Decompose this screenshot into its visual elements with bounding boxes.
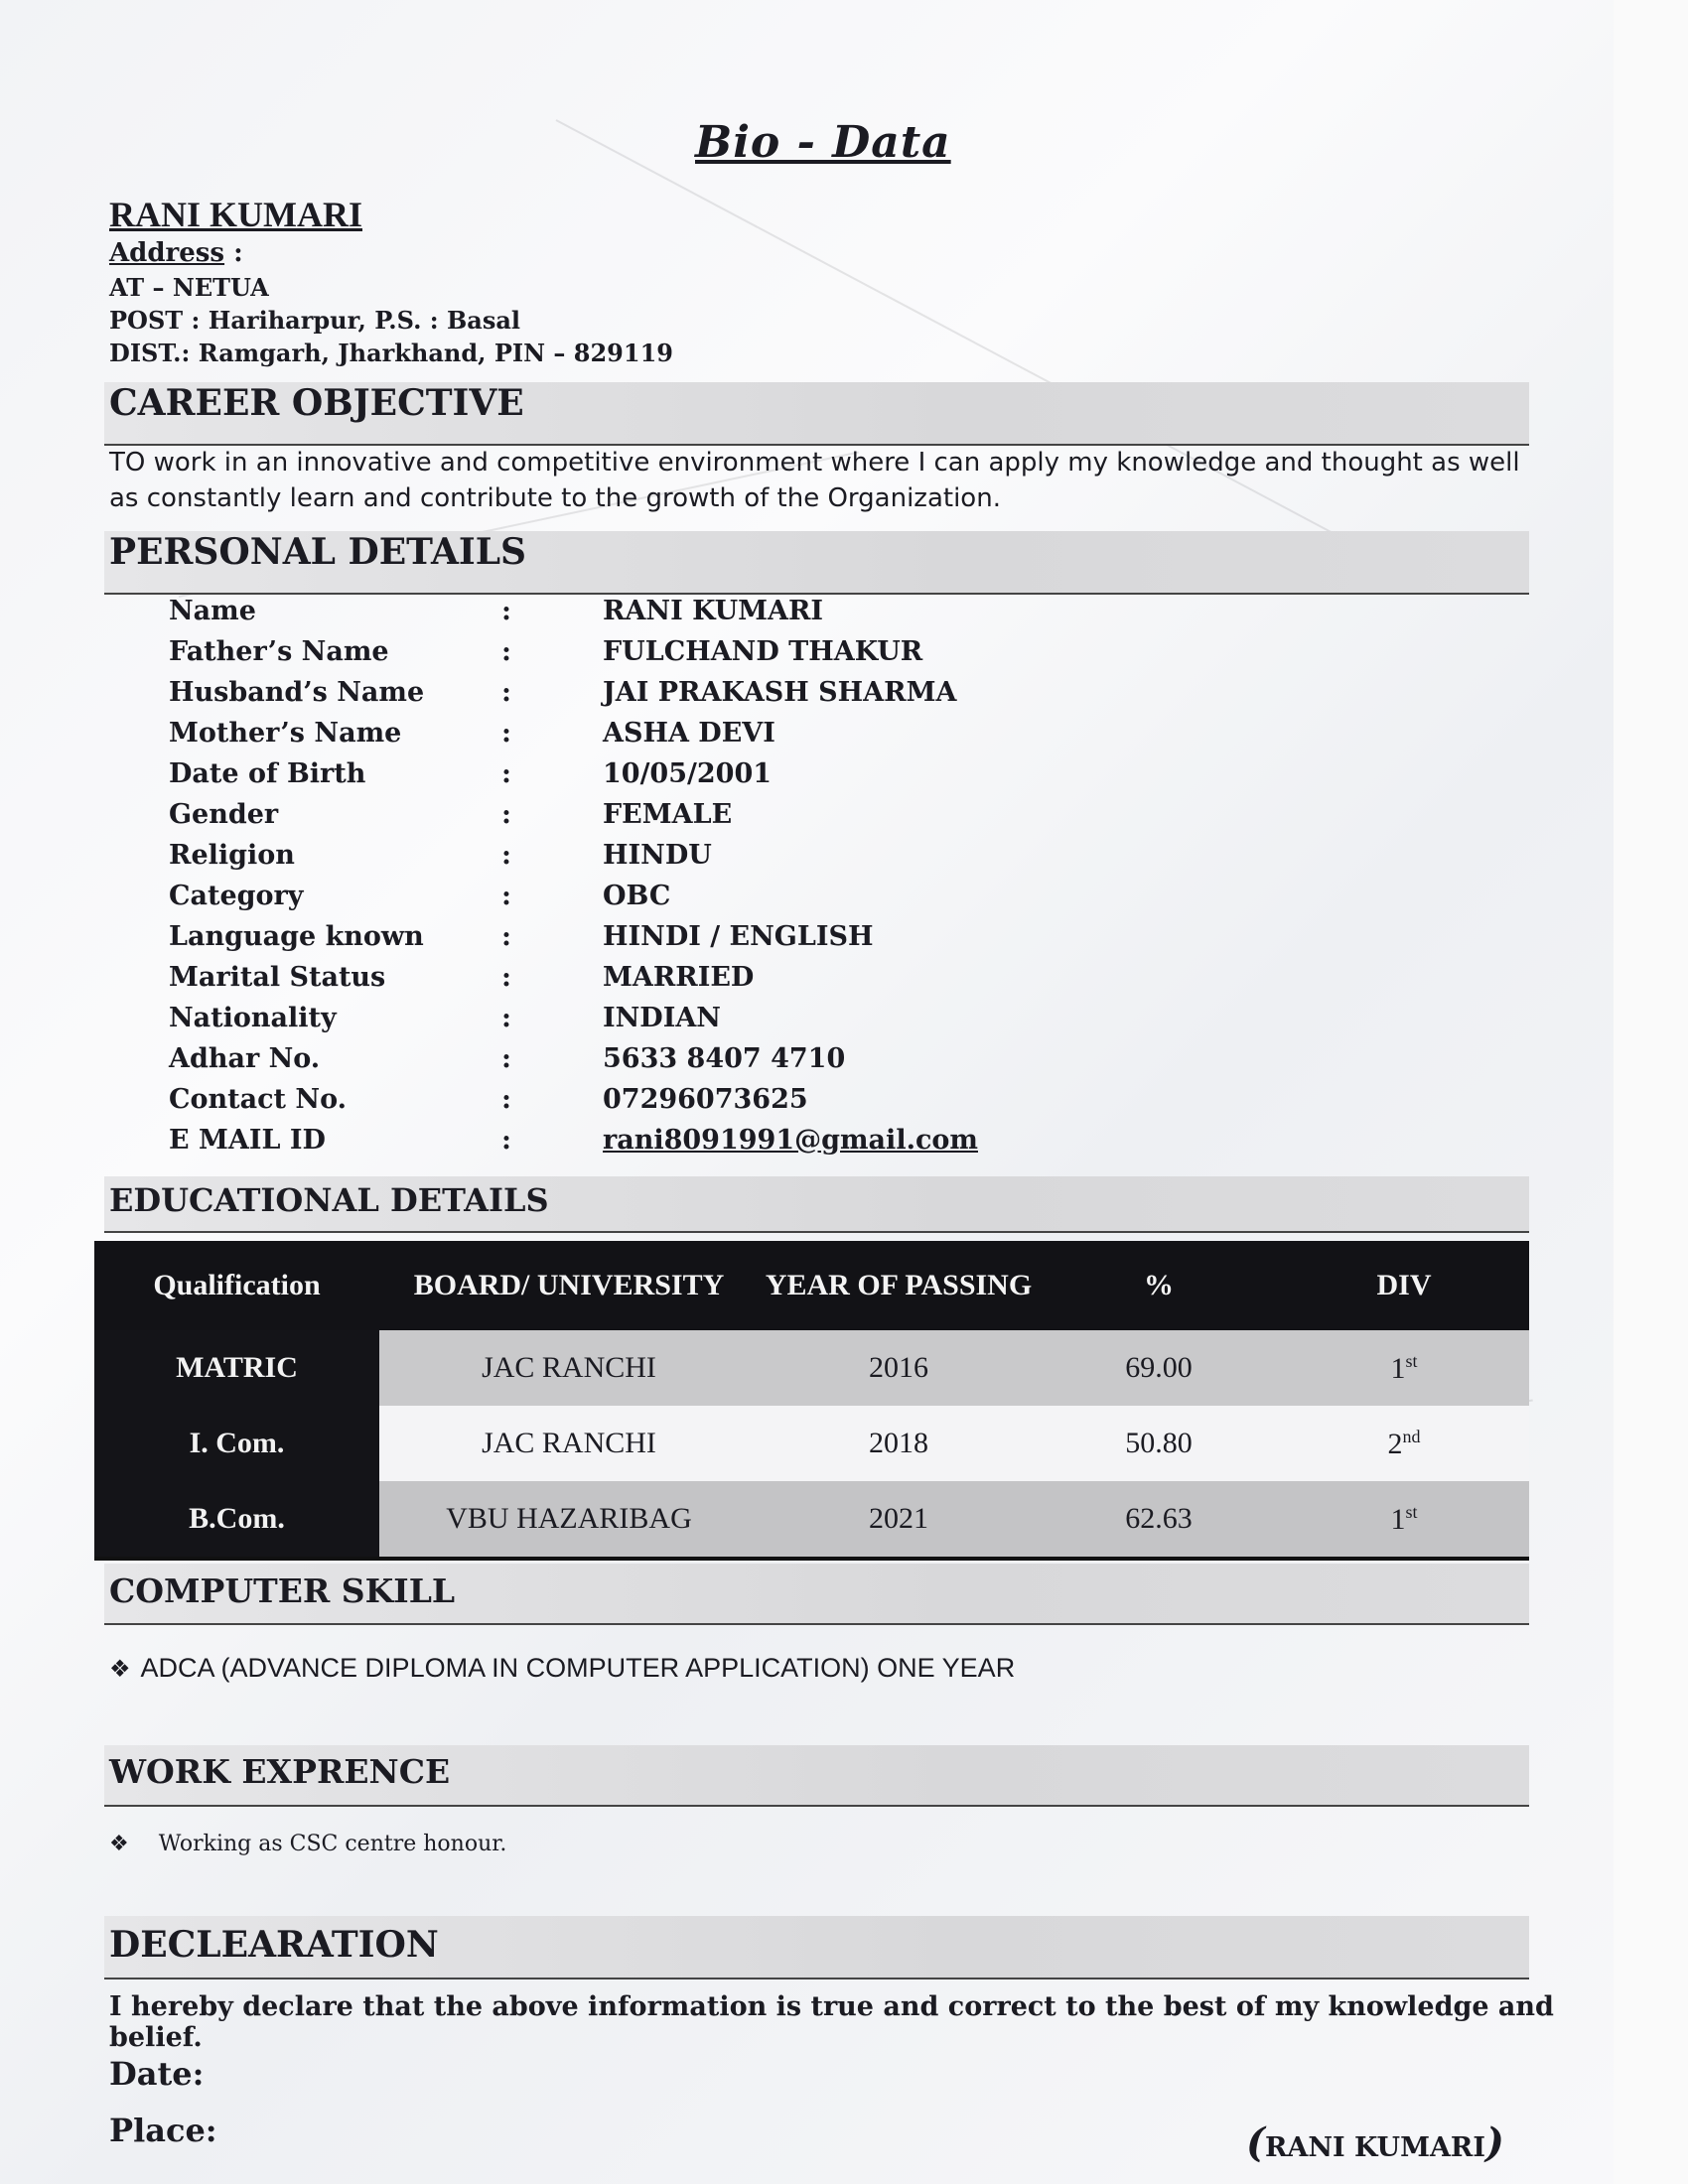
detail-label: Date of Birth <box>169 758 366 789</box>
percent-cell: 62.63 <box>1039 1481 1279 1559</box>
board-cell: JAC RANCHI <box>379 1406 759 1481</box>
detail-label: Nationality <box>169 1003 337 1033</box>
detail-colon: : <box>501 758 511 789</box>
career-objective-text: TO work in an innovative and competitive environment where I can apply my knowledge and thought as well as constantly learn and contribute to the growth of the Organization. <box>109 448 1520 513</box>
table-row <box>94 1481 1529 1559</box>
address-line: DIST.: Ramgarh, Jharkhand, PIN – 829119 <box>109 339 673 367</box>
detail-label: Contact No. <box>169 1084 348 1115</box>
table-row <box>94 1330 1529 1406</box>
signature: (RANI KUMARI) <box>1246 2119 1504 2166</box>
address-line: AT – NETUA <box>109 273 269 302</box>
detail-label: Category <box>169 881 304 911</box>
qualification-cell: B.Com. <box>94 1481 379 1559</box>
detail-label: Father’s Name <box>169 636 389 667</box>
detail-value: 07296073625 <box>603 1084 808 1115</box>
div-cell: 2nd <box>1279 1406 1529 1481</box>
detail-value: INDIAN <box>603 1003 721 1033</box>
declaration-heading: DECLEARATION <box>109 1924 439 1966</box>
detail-colon: : <box>501 1084 511 1115</box>
address-label: Address : <box>109 238 243 268</box>
div-cell: 1st <box>1279 1481 1529 1559</box>
year-cell: 2021 <box>759 1481 1039 1559</box>
year-cell: 2018 <box>759 1406 1039 1481</box>
bullet-icon: ❖ <box>109 1656 131 1683</box>
address-line: POST : Hariharpur, P.S. : Basal <box>109 306 521 335</box>
bullet-icon: ❖ <box>109 1832 129 1856</box>
detail-colon: : <box>501 840 511 871</box>
board-cell: JAC RANCHI <box>379 1330 759 1406</box>
qualification-cell: I. Com. <box>94 1406 379 1481</box>
detail-value: JAI PRAKASH SHARMA <box>603 677 957 708</box>
detail-label: E MAIL ID <box>169 1125 326 1156</box>
table-header-row <box>94 1241 1529 1330</box>
detail-colon: : <box>501 596 511 626</box>
column-header: YEAR OF PASSING <box>759 1241 1039 1330</box>
work-experience-item: ❖ Working as CSC centre honour. <box>109 1832 507 1856</box>
detail-colon: : <box>501 1043 511 1074</box>
declaration-text: I hereby declare that the above information is true and correct to the best of my knowledge and belief. <box>109 1991 1554 2053</box>
detail-label: Adhar No. <box>169 1043 321 1074</box>
detail-colon: : <box>501 1003 511 1033</box>
career-objective-heading: CAREER OBJECTIVE <box>109 382 524 424</box>
percent-cell: 50.80 <box>1039 1406 1279 1481</box>
date-label: Date: <box>109 2055 205 2093</box>
detail-colon: : <box>501 962 511 993</box>
detail-colon: : <box>501 1125 511 1156</box>
column-header: DIV <box>1279 1241 1529 1330</box>
detail-value: RANI KUMARI <box>603 596 824 626</box>
detail-value: HINDU <box>603 840 712 871</box>
computer-skill-item: ❖ ADCA (ADVANCE DIPLOMA IN COMPUTER APPLICATION) ONE YEAR <box>109 1653 1016 1683</box>
email-link[interactable]: rani8091991@gmail.com <box>603 1125 978 1156</box>
education-table <box>94 1241 1529 1561</box>
detail-colon: : <box>501 921 511 952</box>
detail-value: HINDI / ENGLISH <box>603 921 874 952</box>
detail-label: Language known <box>169 921 424 952</box>
board-cell: VBU HAZARIBAG <box>379 1481 759 1559</box>
page-title: Bio - Data <box>695 117 951 168</box>
percent-cell: 69.00 <box>1039 1330 1279 1406</box>
detail-value: MARRIED <box>603 962 755 993</box>
detail-colon: : <box>501 677 511 708</box>
column-header: % <box>1039 1241 1279 1330</box>
computer-skill-heading: COMPUTER SKILL <box>109 1571 456 1610</box>
column-header: Qualification <box>94 1241 379 1330</box>
detail-colon: : <box>501 718 511 749</box>
detail-value: ASHA DEVI <box>603 718 775 749</box>
detail-label: Mother’s Name <box>169 718 402 749</box>
detail-colon: : <box>501 636 511 667</box>
detail-label: Name <box>169 596 256 626</box>
detail-value: 5633 8407 4710 <box>603 1043 846 1074</box>
qualification-cell: MATRIC <box>94 1330 379 1406</box>
detail-colon: : <box>501 799 511 830</box>
scan-margin <box>1614 0 1688 2184</box>
detail-colon: : <box>501 881 511 911</box>
year-cell: 2016 <box>759 1330 1039 1406</box>
table-row <box>94 1406 1529 1481</box>
detail-value: OBC <box>603 881 671 911</box>
detail-label: Gender <box>169 799 279 830</box>
column-header: BOARD/ UNIVERSITY <box>379 1241 759 1330</box>
educational-details-heading: EDUCATIONAL DETAILS <box>109 1181 549 1219</box>
detail-value: FEMALE <box>603 799 733 830</box>
personal-details-heading: PERSONAL DETAILS <box>109 531 527 573</box>
work-experience-heading: WORK EXPRENCE <box>109 1752 451 1791</box>
detail-value: 10/05/2001 <box>603 758 773 789</box>
detail-label: Marital Status <box>169 962 386 993</box>
detail-label: Husband’s Name <box>169 677 425 708</box>
detail-value: FULCHAND THAKUR <box>603 636 923 667</box>
applicant-name: RANI KUMARI <box>109 195 362 234</box>
place-label: Place: <box>109 2112 217 2149</box>
detail-label: Religion <box>169 840 295 871</box>
div-cell: 1st <box>1279 1330 1529 1406</box>
